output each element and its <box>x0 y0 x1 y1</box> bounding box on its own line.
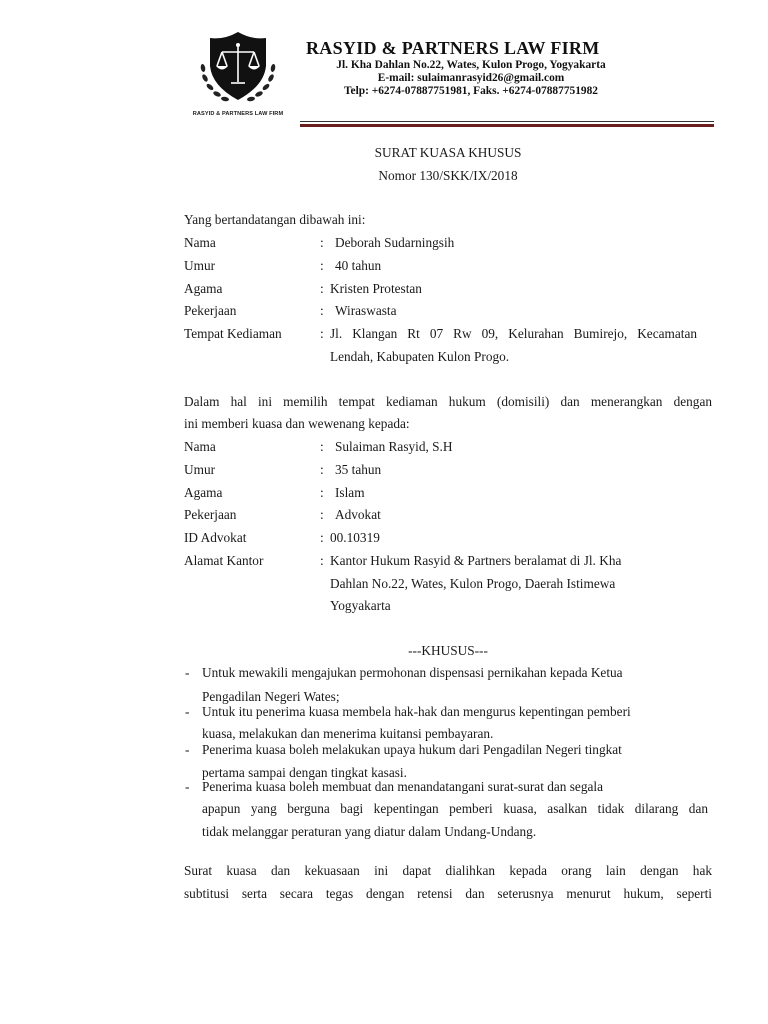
field-label: Pekerjaan <box>184 507 237 522</box>
field-value-continued: Yogyakarta <box>330 598 391 613</box>
field-label: Umur <box>184 258 216 273</box>
field-value: 35 tahun <box>335 462 382 477</box>
document-title: SURAT KUASA KHUSUS <box>374 145 522 160</box>
list-item-line: Penerima kuasa boleh melakukan upaya hukum dari Pengadilan Negeri tingkat <box>202 742 622 757</box>
list-bullet: - <box>185 665 190 680</box>
closing-text-line: subtitusi serta secara tegas dengan retensi dan seterusnya menurut hukum, seperti <box>184 886 712 901</box>
field-label: Tempat Kediaman <box>184 326 282 341</box>
field-colon: : <box>320 258 324 273</box>
logo-caption: RASYID & PARTNERS LAW FIRM <box>192 111 284 117</box>
field-colon: : <box>320 530 324 545</box>
field-label: Alamat Kantor <box>184 553 264 568</box>
field-label: Nama <box>184 235 216 250</box>
scales-shield-logo-icon <box>194 28 282 112</box>
list-item-line: Untuk mewakili mengajukan permohonan dispensasi pernikahan kepada Ketua <box>202 665 623 680</box>
field-value: Advokat <box>335 507 381 522</box>
field-value: Kantor Hukum Rasyid & Partners beralamat di Jl. Kha <box>330 553 622 568</box>
document-number: Nomor 130/SKK/IX/2018 <box>378 168 518 183</box>
firm-name: RASYID & PARTNERS LAW FIRM <box>306 38 600 58</box>
list-item-line: Untuk itu penerima kuasa membela hak-hak dan mengurus kepentingan pemberi <box>202 704 631 719</box>
law-firm-logo <box>182 28 294 122</box>
header-rule-thin <box>300 121 714 122</box>
field-colon: : <box>320 507 324 522</box>
field-colon: : <box>320 553 324 568</box>
field-value: Wiraswasta <box>335 303 397 318</box>
closing-text-line: Surat kuasa dan kekuasaan ini dapat dialihkan kepada orang lain dengan hak <box>184 863 712 878</box>
field-label: Agama <box>184 281 223 296</box>
field-value-continued: Dahlan No.22, Wates, Kulon Progo, Daerah Istimewa <box>330 576 616 591</box>
header-rule-thick <box>300 124 714 127</box>
field-colon: : <box>320 281 324 296</box>
list-item-line: kuasa, melakukan dan menerima kuitansi pembayaran. <box>202 726 494 741</box>
field-value: 40 tahun <box>335 258 382 273</box>
field-label: ID Advokat <box>184 530 247 545</box>
field-label: Agama <box>184 485 223 500</box>
intro-text: Yang bertandatangan dibawah ini: <box>184 212 366 227</box>
field-value: Sulaiman Rasyid, S.H <box>335 439 453 454</box>
list-bullet: - <box>185 704 190 719</box>
field-label: Nama <box>184 439 216 454</box>
field-colon: : <box>320 485 324 500</box>
domicile-text-line: ini memberi kuasa dan wewenang kepada: <box>184 416 410 431</box>
field-value: Islam <box>335 485 365 500</box>
firm-phone: Telp: +6274-07887751981, Faks. +6274-07887751982 <box>344 85 598 97</box>
field-label: Pekerjaan <box>184 303 237 318</box>
list-bullet: - <box>185 742 190 757</box>
field-value: Deborah Sudarningsih <box>335 235 455 250</box>
list-item-line: Penerima kuasa boleh membuat dan menandatangani surat-surat dan segala <box>202 779 603 794</box>
field-value: Kristen Protestan <box>330 281 422 296</box>
domicile-text-line: Dalam hal ini memilih tempat kediaman hukum (domisili) dan menerangkan dengan <box>184 394 712 409</box>
list-item-line: pertama sampai dengan tingkat kasasi. <box>202 765 407 780</box>
list-item-line: Pengadilan Negeri Wates; <box>202 689 340 704</box>
special-heading: ---KHUSUS--- <box>408 643 488 658</box>
field-colon: : <box>320 303 324 318</box>
field-value-continued: Lendah, Kabupaten Kulon Progo. <box>330 349 510 364</box>
letterhead <box>180 26 714 126</box>
field-colon: : <box>320 462 324 477</box>
field-label: Umur <box>184 462 216 477</box>
field-colon: : <box>320 439 324 454</box>
list-item-line: apapun yang berguna bagi kepentingan pemberi kuasa, asalkan tidak dilarang dan <box>202 801 708 816</box>
firm-address: Jl. Kha Dahlan No.22, Wates, Kulon Progo, Yogyakarta <box>336 59 606 71</box>
list-bullet: - <box>185 779 190 794</box>
firm-email: E-mail: sulaimanrasyid26@gmail.com <box>377 72 565 84</box>
list-item-line: tidak melanggar peraturan yang diatur dalam Undang-Undang. <box>202 824 537 839</box>
field-value: 00.10319 <box>330 530 380 545</box>
field-colon: : <box>320 235 324 250</box>
field-colon: : <box>320 326 324 341</box>
field-value: Jl. Klangan Rt 07 Rw 09, Kelurahan Bumirejo, Kecamatan <box>330 326 697 341</box>
